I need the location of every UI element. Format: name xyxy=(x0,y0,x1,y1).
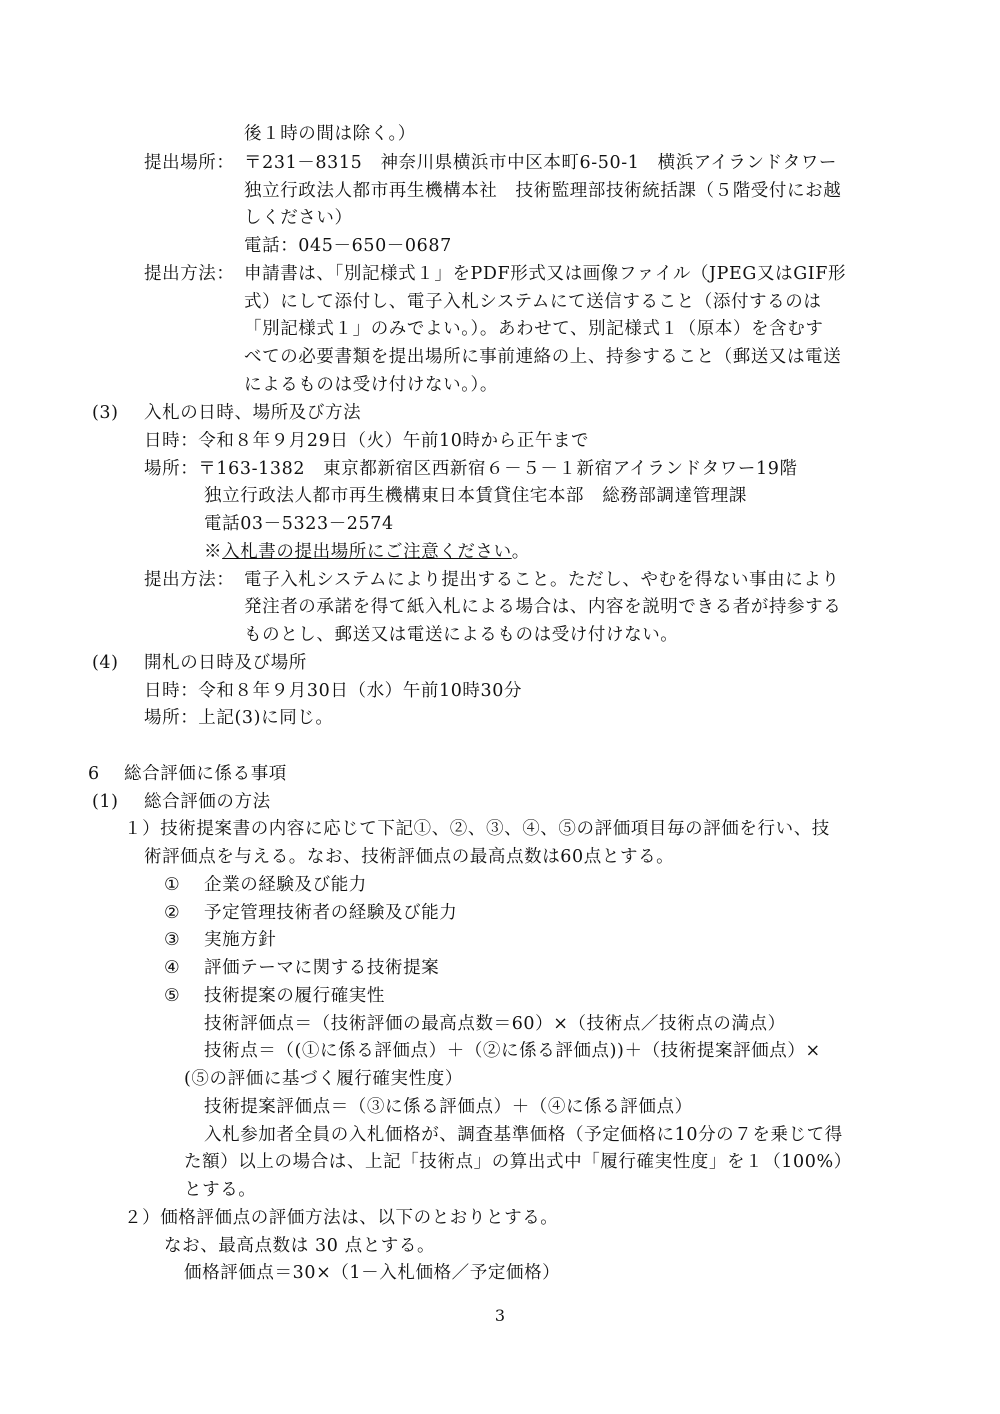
note-line1: 入札参加者全員の入札価格が、調査基準価格（予定価格に10分の７を乗じて得 xyxy=(204,1125,843,1145)
section6-sub-heading: 総合評価の方法 xyxy=(144,792,271,812)
submission-time-tail: 後１時の間は除く。） xyxy=(244,124,416,144)
bid-number: (3) xyxy=(92,403,119,423)
submission-place-line2: 独立行政法人都市再生機構本社 技術監理部技術統括課（５階受付にお越 xyxy=(244,181,842,201)
criterion-text: 企業の経験及び能力 xyxy=(204,875,367,895)
criterion-mark: ② xyxy=(164,903,181,923)
note-line3: とする。 xyxy=(184,1180,257,1200)
formula-tech-points-line1: 技術点＝（(①に係る評価点）＋（②に係る評価点))＋（技術提案評価点）× xyxy=(204,1041,821,1061)
opening-heading: 開札の日時及び場所 xyxy=(144,653,307,673)
formula-proposal-score: 技術提案評価点＝（③に係る評価点）＋（④に係る評価点） xyxy=(204,1097,693,1117)
formula-tech-points-line2: (⑤の評価に基づく履行確実性度） xyxy=(184,1069,463,1089)
criterion-mark: ⑤ xyxy=(164,986,181,1006)
note-line2: た額）以上の場合は、上記「技術点」の算出式中「履行確実性度」を１（100%） xyxy=(184,1152,852,1172)
criterion-text: 予定管理技術者の経験及び能力 xyxy=(204,903,458,923)
submission-place-line1: 〒231－8315 神奈川県横浜市中区本町6-50-1 横浜アイランドタワー xyxy=(244,153,838,173)
bid-place-line1: 場所：〒163-1382 東京都新宿区西新宿６－５－１新宿アイランドタワー19階 xyxy=(144,459,798,479)
bid-note xyxy=(204,540,530,564)
opening-place: 場所：上記(3)に同じ。 xyxy=(144,708,334,728)
price-formula: 価格評価点＝30×（1－入札価格／予定価格） xyxy=(184,1263,561,1283)
item1-line1: １）技術提案書の内容に応じて下記①、②、③、④、⑤の評価項目毎の評価を行い、技 xyxy=(124,819,830,839)
criterion-text: 実施方針 xyxy=(204,930,277,950)
submission-place-label: 提出場所： xyxy=(144,153,235,173)
bid-heading: 入札の日時、場所及び方法 xyxy=(144,403,362,423)
bid-method-line: ものとし、郵送又は電送によるものは受け付けない。 xyxy=(244,625,679,645)
bid-method-line: 発注者の承諾を得て紙入札による場合は、内容を説明できる者が持参する xyxy=(244,597,842,617)
submission-place-tel: 電話：045－650－0687 xyxy=(244,236,452,256)
formula-tech-score: 技術評価点＝（技術評価の最高点数＝60）×（技術点／技術点の満点） xyxy=(204,1014,786,1034)
bid-place-tel: 電話03－5323－2574 xyxy=(204,514,394,534)
item2-line2: なお、最高点数は 30 点とする。 xyxy=(164,1236,436,1256)
bid-datetime: 日時：令和８年９月29日（火）午前10時から正午まで xyxy=(144,431,590,451)
criterion-mark: ④ xyxy=(164,958,181,978)
submission-method-label: 提出方法： xyxy=(144,264,235,284)
item2-line1: ２）価格評価点の評価方法は、以下のとおりとする。 xyxy=(124,1208,559,1228)
submission-method-line: 申請書は、「別記様式１」をPDF形式又は画像ファイル（JPEG又はGIF形 xyxy=(244,264,847,284)
criterion-text: 評価テーマに関する技術提案 xyxy=(204,958,440,978)
bid-method-line: 電子入札システムにより提出すること。ただし、やむを得ない事由により xyxy=(244,570,840,590)
bid-note-mark: ※ xyxy=(204,542,223,562)
bid-place-line2: 独立行政法人都市再生機構東日本賃貸住宅本部 総務部調達管理課 xyxy=(204,486,747,506)
submission-method-line: 式）にして添付し、電子入札システムにて送信すること（添付するのは xyxy=(244,292,822,312)
submission-place-line3: しください） xyxy=(244,208,353,228)
submission-method-line: 「別記様式１」のみでよい。）。あわせて、別記様式１（原本）を含むす xyxy=(244,319,824,339)
submission-method-line: によるものは受け付けない。）。 xyxy=(244,375,498,395)
section6-heading: 総合評価に係る事項 xyxy=(124,764,287,784)
opening-datetime: 日時：令和８年９月30日（水）午前10時30分 xyxy=(144,681,523,701)
criterion-text: 技術提案の履行確実性 xyxy=(204,986,385,1006)
criterion-mark: ③ xyxy=(164,930,181,950)
item1-line2: 術評価点を与える。なお、技術評価点の最高点数は60点とする。 xyxy=(144,847,675,867)
bid-note-end: 。 xyxy=(511,542,530,562)
bid-method-label: 提出方法： xyxy=(144,570,235,590)
opening-number: (4) xyxy=(92,653,119,673)
section6-sub-number: (1) xyxy=(92,792,119,812)
criterion-mark: ① xyxy=(164,875,181,895)
submission-method-line: べての必要書類を提出場所に事前連絡の上、持参すること（郵送又は電送 xyxy=(244,347,842,367)
page-number: 3 xyxy=(494,1306,506,1325)
bid-note-text: 入札書の提出場所にご注意ください xyxy=(222,542,512,562)
section6-number: 6 xyxy=(88,764,100,784)
